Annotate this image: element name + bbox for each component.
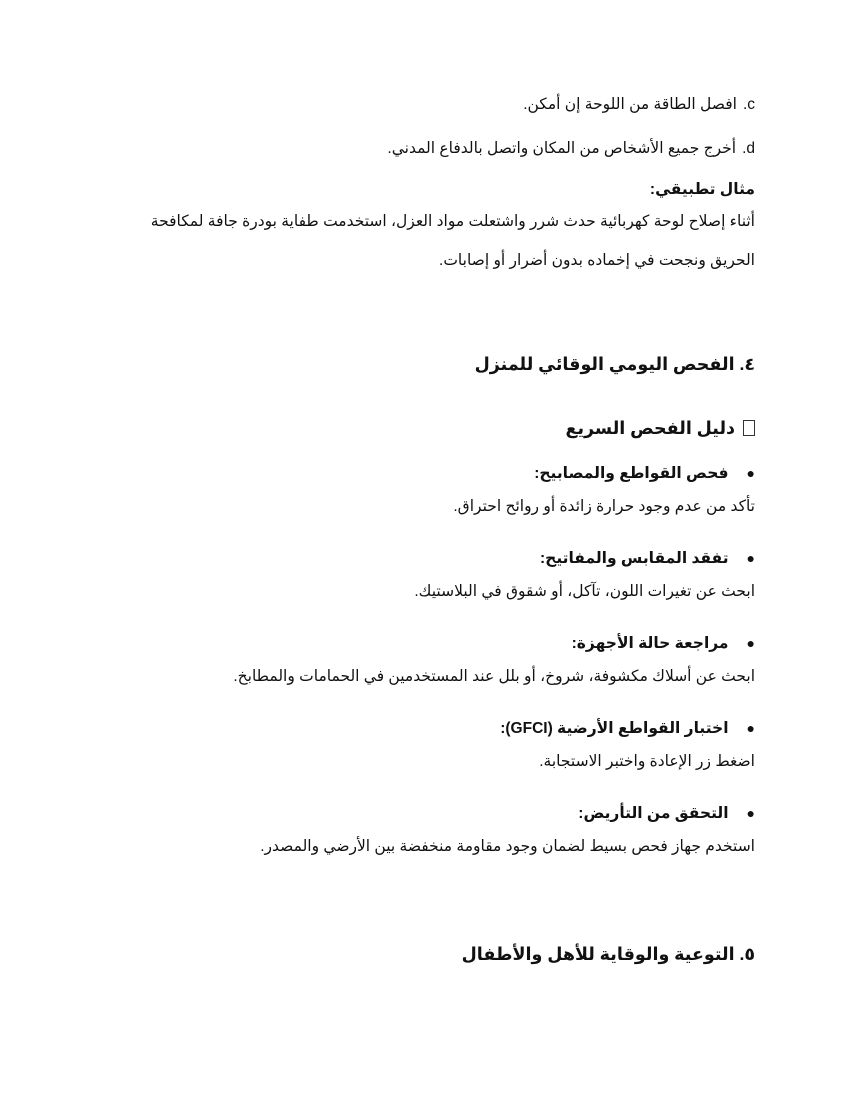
list-item-d (387, 138, 755, 160)
item-title-text: التحقق من التأريض: (578, 805, 729, 822)
bullet-icon: ● (746, 550, 755, 566)
bullet-icon: ● (746, 635, 755, 651)
check-item-title (578, 802, 755, 825)
check-item-desc: تأكد من عدم وجود حرارة زائدة أو روائح احتراق. (453, 498, 755, 515)
list-marker: d. (742, 140, 755, 157)
section5-title: ٥. التوعية والوقاية للأهل والأطفال (461, 944, 755, 964)
item-title-text: فحص القواطع والمصابيح: (534, 465, 729, 482)
check-item-title (500, 717, 755, 740)
item-title-text: مراجعة حالة الأجهزة: (571, 635, 729, 652)
check-item-desc: ابحث عن أسلاك مكشوفة، شروخ، أو بلل عند المستخدمين في الحمامات والمطابخ. (233, 668, 755, 685)
example-text-line1: أثناء إصلاح لوحة كهربائية حدث شرر واشتعلت مواد العزل، استخدمت طفاية بودرة جافة لمكافحة (150, 213, 755, 230)
check-item-title (540, 547, 755, 570)
checkbox-icon (743, 420, 755, 436)
check-item-title (534, 462, 755, 485)
check-item-desc: اضغط زر الإعادة واختبر الاستجابة. (539, 753, 755, 770)
check-item-desc: ابحث عن تغيرات اللون، تآكل، أو شقوق في البلاستيك. (414, 583, 755, 600)
bullet-icon: ● (746, 805, 755, 821)
section4-title: ٤. الفحص اليومي الوقائي للمنزل (474, 354, 755, 374)
example-heading: مثال تطبيقي: (649, 181, 755, 198)
bullet-icon: ● (746, 720, 755, 736)
check-item-title (572, 632, 755, 655)
quick-check-heading (566, 417, 755, 439)
item-title-text: تفقد المقابس والمفاتيح: (539, 550, 729, 567)
list-marker: c. (742, 96, 755, 113)
list-item-c (523, 94, 755, 116)
list-text: أخرج جميع الأشخاص من المكان واتصل بالدفاع المدني. (387, 140, 737, 157)
example-text-line2: الحريق ونجحت في إخماده بدون أضرار أو إصابات. (439, 252, 755, 269)
quick-check-label: دليل الفحص السريع (565, 418, 735, 438)
bullet-icon: ● (746, 465, 755, 481)
item-title-text: اختبار القواطع الأرضية (GFCI): (500, 720, 729, 737)
list-text: افصل الطاقة من اللوحة إن أمكن. (523, 96, 737, 113)
check-item-desc: استخدم جهاز فحص بسيط لضمان وجود مقاومة منخفضة بين الأرضي والمصدر. (260, 838, 755, 855)
